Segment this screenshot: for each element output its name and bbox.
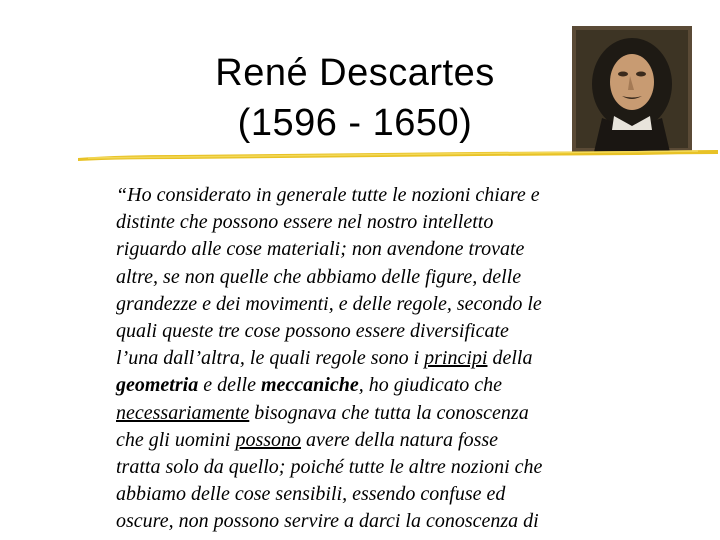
descartes-portrait-icon bbox=[572, 26, 692, 152]
slide-title bbox=[150, 48, 560, 148]
quote-line: abbiamo delle cose sensibili, essendo confuse ed bbox=[116, 483, 506, 506]
underlined-word-necessariamente: necessariamente bbox=[116, 401, 250, 424]
descartes-quote bbox=[116, 182, 616, 536]
quote-line: grandezze e dei movimenti, e delle regole, secondo le bbox=[116, 292, 542, 315]
bold-word-meccaniche: meccaniche bbox=[260, 374, 359, 397]
quote-line: oscure, non possono servire a darci la conoscenza di bbox=[116, 510, 539, 533]
quote-line: distinte che possono essere nel nostro intelletto bbox=[116, 211, 494, 234]
title-name: René Descartes bbox=[215, 52, 495, 94]
quote-fragment: bisognava che tutta la conoscenza bbox=[249, 401, 529, 424]
quote-line bbox=[116, 400, 616, 427]
quote-fragment: l’una dall’altra, le quali regole sono i bbox=[116, 347, 425, 370]
quote-line: “Ho considerato in generale tutte le nozioni chiare e bbox=[116, 184, 540, 206]
quote-fragment: avere della natura fosse bbox=[301, 428, 499, 451]
quote-line: altre, se non quelle che abbiamo delle figure, delle bbox=[116, 265, 522, 288]
quote-fragment: e delle bbox=[198, 374, 261, 397]
quote-line bbox=[116, 372, 616, 399]
title-dates: (1596 - 1650) bbox=[237, 102, 473, 144]
underlined-word-possono: possono bbox=[235, 428, 302, 451]
title-underline-rule bbox=[78, 146, 718, 164]
quote-line: riguardo alle cose materiali; non avendone trovate bbox=[116, 238, 525, 261]
bold-word-geometria: geometria bbox=[116, 374, 199, 397]
quote-fragment: della bbox=[487, 347, 533, 370]
quote-fragment: , ho giudicato che bbox=[358, 374, 503, 397]
underlined-word-principi: principi bbox=[424, 347, 488, 370]
quote-fragment: che gli uomini bbox=[116, 428, 236, 451]
quote-line: tratta solo da quello; poiché tutte le altre nozioni che bbox=[116, 456, 543, 479]
quote-line bbox=[116, 427, 616, 454]
quote-line bbox=[116, 345, 616, 372]
quote-line: quali queste tre cose possono essere diversificate bbox=[116, 320, 509, 343]
